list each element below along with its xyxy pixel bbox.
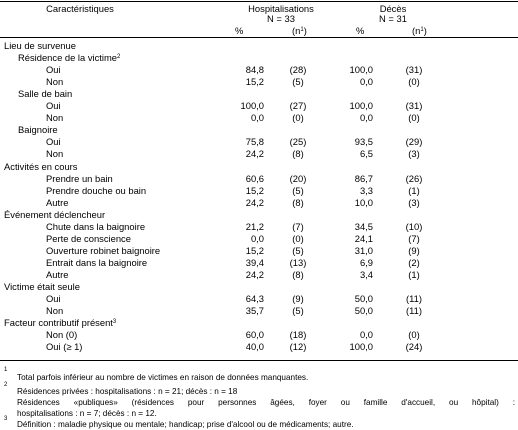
row-label: Oui <box>46 64 61 76</box>
row-section-label: Victime était seule <box>4 281 80 292</box>
cell-dp: 3,3 <box>359 184 373 196</box>
cell-hn: (12) <box>289 341 307 353</box>
cell-hn: (8) <box>292 269 304 280</box>
cell-dp: 0,0 <box>359 112 373 124</box>
col-header-hospitalisations: Hospitalisations <box>248 3 314 14</box>
cell-hp: 15,2 <box>245 184 264 196</box>
row-section-label: Événement déclencheur <box>4 208 106 220</box>
cell-dn: (3) <box>408 196 420 208</box>
cell-dn: (0) <box>408 76 420 88</box>
cell-hn: (8) <box>292 196 304 208</box>
cell-hp: 24,2 <box>245 148 264 160</box>
cell-dp: 0,0 <box>359 76 373 88</box>
row-label: Autre <box>46 269 69 280</box>
cell-hp: 15,2 <box>245 76 264 88</box>
cell-dp: 100,0 <box>349 100 373 112</box>
cell-dn: (10) <box>405 220 423 232</box>
cell-hp: 84,8 <box>245 64 264 76</box>
cell-dn: (2) <box>408 256 420 268</box>
row-label: Non <box>46 76 64 88</box>
cell-hp: 100,0 <box>240 100 264 112</box>
row-label: Non <box>46 305 64 317</box>
cell-dp: 100,0 <box>349 341 373 353</box>
cell-hp: 60,0 <box>245 329 264 341</box>
cell-dp: 34,5 <box>354 220 373 232</box>
cell-hp: 0,0 <box>250 232 264 244</box>
footnote-3: Définition : maladie physique ou mentale; handicap; prise d'alcool ou de médicaments; autre. <box>17 420 354 429</box>
cell-hn: (8) <box>292 148 304 160</box>
cell-dp: 100,0 <box>349 64 373 76</box>
row-label: Perte de conscience <box>46 232 131 244</box>
col-header-deces-pct: % <box>356 25 365 36</box>
row-label: Non <box>46 112 64 124</box>
header-bottom-rule <box>0 37 518 38</box>
cell-dn: (11) <box>406 305 422 317</box>
cell-hp: 35,7 <box>245 305 264 317</box>
cell-dp: 93,5 <box>354 136 373 148</box>
col-header-hosp-pct: % <box>235 25 244 36</box>
cell-hp: 64,3 <box>245 293 264 305</box>
cell-dn: (0) <box>408 329 420 341</box>
cell-hn: (28) <box>289 64 307 76</box>
col-header-hosp-n-count: $(n^1)$ <box>292 25 307 36</box>
cell-hn: (18) <box>289 329 307 341</box>
cell-dp: 0,0 <box>359 329 373 341</box>
row-label: Prendre douche ou bain <box>46 184 147 196</box>
cell-dp: 50,0 <box>354 293 373 305</box>
cell-hn: (5) <box>292 305 304 317</box>
cell-dn: (3) <box>408 148 420 160</box>
row-label: Non (0) <box>46 329 78 341</box>
cell-hn: (25) <box>289 136 307 148</box>
row-subsection-label: Résidence de la victime$^2$ <box>18 52 121 63</box>
row-section-label: Activités en cours <box>4 160 78 172</box>
cell-hn: (27) <box>289 100 307 112</box>
cell-dn: (26) <box>405 172 423 184</box>
footnote-2: Résidences privées : hospitalisations : n = 21; décès : n = 18 <box>17 387 238 396</box>
row-label: Entrait dans la baignoire <box>46 256 148 268</box>
cell-hp: 21,2 <box>245 220 264 232</box>
cell-dn: (9) <box>408 244 420 256</box>
cell-dn: (11) <box>406 293 422 305</box>
row-label: Oui <box>46 293 61 305</box>
row-label: Ouverture robinet baignoire <box>46 244 161 256</box>
col-header-deces: Décès <box>379 3 407 14</box>
footnote-3-marker: 3 <box>4 416 8 422</box>
col-header-deces-n: N = 31 <box>379 13 407 24</box>
cell-dn: (0) <box>408 112 420 124</box>
col-header-hosp-n: N = 33 <box>267 13 295 24</box>
table-top-rule <box>0 1 518 2</box>
cell-hn: (5) <box>292 244 304 256</box>
cell-dn: (31) <box>405 100 423 112</box>
cell-dp: 10,0 <box>354 196 373 208</box>
footnote-1-marker: 1 <box>4 367 8 373</box>
cell-hn: (7) <box>292 220 304 232</box>
row-subsection-label: Baignoire <box>18 124 58 136</box>
cell-hp: 0,0 <box>250 112 264 124</box>
cell-dn: (7) <box>408 232 420 244</box>
cell-hp: 60,6 <box>245 172 264 184</box>
cell-dp: 31,0 <box>354 244 373 256</box>
cell-dn: (29) <box>405 136 423 148</box>
cell-hn: (9) <box>292 293 304 305</box>
row-label: Autre <box>46 196 69 208</box>
row-label: Oui <box>46 100 61 112</box>
cell-dn: (1) <box>408 269 420 280</box>
cell-hn: (13) <box>289 256 307 268</box>
footnote-2-cont: Résidences «publiques» (résidences pour personnes âgées, foyer ou famille d'accueil, ou hôpital) : <box>17 398 515 407</box>
footnote-2-marker: 2 <box>4 382 8 388</box>
col-header-deces-n-count: $(n^1)$ <box>412 25 427 36</box>
footnote-1: Total parfois inférieur au nombre de victimes en raison de données manquantes. <box>17 373 309 382</box>
cell-hp: 39,4 <box>245 256 264 268</box>
cell-dp: 6,5 <box>359 148 373 160</box>
cell-hn: (0) <box>292 232 304 244</box>
cell-dn: (24) <box>405 341 423 353</box>
cell-hn: (5) <box>292 184 304 196</box>
row-section-label: Facteur contributif présent$^3$ <box>4 317 117 329</box>
cell-hp: 24,2 <box>245 196 264 208</box>
row-section-label: Lieu de survenue <box>4 40 76 51</box>
row-label: Prendre un bain <box>46 172 113 184</box>
row-label: Chute dans la baignoire <box>46 220 146 232</box>
cell-dp: 6,9 <box>359 256 373 268</box>
cell-hn: (20) <box>289 172 307 184</box>
cell-hp: 15,2 <box>245 244 264 256</box>
col-header-characteristics: Caractéristiques <box>46 3 114 14</box>
row-label: Oui (≥ 1) <box>46 341 83 353</box>
cell-dn: (31) <box>405 64 423 76</box>
cell-dn: (1) <box>408 184 420 196</box>
cell-hn: (0) <box>292 112 304 124</box>
table-bottom-rule <box>0 360 518 361</box>
row-label: Non <box>46 148 64 160</box>
cell-dp: 86,7 <box>354 172 373 184</box>
cell-hn: (5) <box>292 76 304 88</box>
cell-dp: 3,4 <box>359 269 373 280</box>
row-label: Oui <box>46 136 61 148</box>
cell-dp: 50,0 <box>354 305 373 317</box>
row-subsection-label: Salle de bain <box>18 88 73 100</box>
cell-hp: 40,0 <box>245 341 264 353</box>
cell-hp: 75,8 <box>245 136 264 148</box>
footnote-2-cont2: hospitalisations : n = 7; décès : n = 12. <box>17 409 157 418</box>
cell-hp: 24,2 <box>245 269 264 280</box>
cell-dp: 24,1 <box>354 232 373 244</box>
